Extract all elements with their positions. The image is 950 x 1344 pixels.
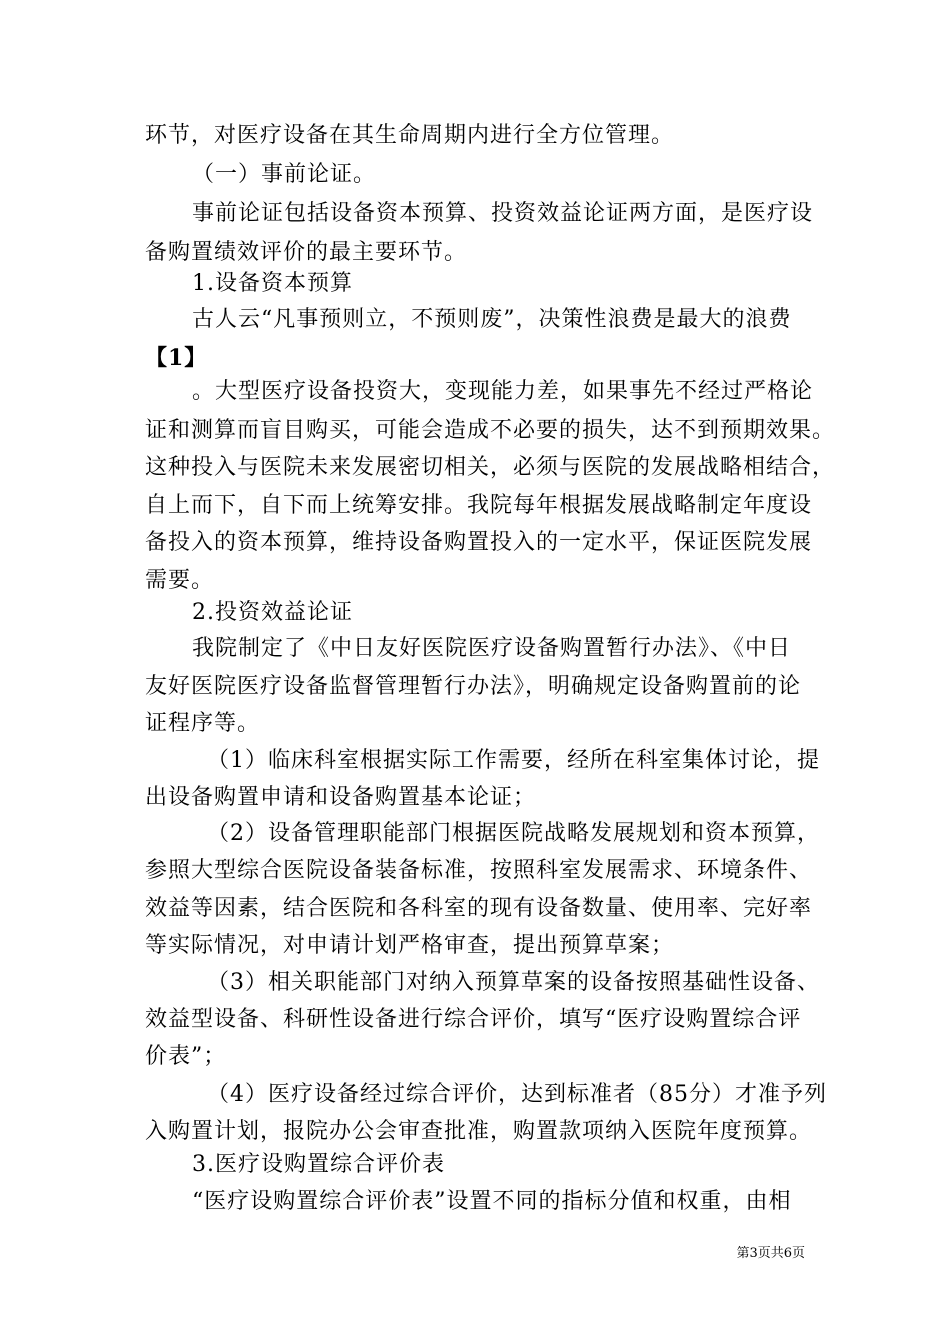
paragraph-line: 我院制定了《中日友好医院医疗设备购置暂行办法》、《中日: [192, 636, 792, 661]
list-item-line: （1）临床科室根据实际工作需要，经所在科室集体讨论，提: [207, 748, 820, 773]
paragraph-line: 备购置绩效评价的最主要环节。: [145, 240, 468, 265]
page-number-footer: 第3页共6页: [736, 1246, 805, 1261]
list-item-line: 价表”；: [145, 1044, 227, 1069]
subsection-heading: 3.医疗设购置综合评价表: [192, 1152, 445, 1177]
list-item-line: 等实际情况，对申请计划严格审查，提出预算草案；: [145, 933, 675, 958]
paragraph-line: 友好医院医疗设备监督管理暂行办法》，明确规定设备购置前的论: [145, 674, 802, 699]
subsection-heading: 1.设备资本预算: [192, 271, 353, 296]
paragraph-line: 证和测算而盲目购买，可能会造成不必要的损失，达不到预期效果。: [145, 418, 836, 443]
list-item-line: 效益等因素，结合医院和各科室的现有设备数量、使用率、完好率: [145, 896, 813, 921]
paragraph-line: 古人云“凡事预则立，不预则废”，决策性浪费是最大的浪费: [192, 307, 792, 332]
list-item-line: 参照大型综合医院设备装备标准，按照科室发展需求、环境条件、: [145, 858, 813, 883]
list-item-line: （3）相关职能部门对纳入预算草案的设备按照基础性设备、: [207, 970, 820, 995]
citation-marker: 【1】: [145, 345, 208, 371]
list-item-line: 入购置计划，报院办公会审查批准，购置款项纳入医院年度预算。: [145, 1119, 813, 1144]
paragraph-line: 事前论证包括设备资本预算、投资效益论证两方面，是医疗设: [192, 201, 814, 226]
list-item-line: （4）医疗设备经过综合评价，达到标准者（85分）才准予列: [207, 1082, 827, 1107]
paragraph-line: 需要。: [145, 568, 215, 593]
subsection-heading: 2.投资效益论证: [192, 600, 353, 625]
paragraph-line: 环节，对医疗设备在其生命周期内进行全方位管理。: [145, 123, 675, 148]
paragraph-line: 证程序等。: [145, 711, 261, 736]
section-heading: （一）事前论证。: [192, 162, 377, 187]
list-item-line: 效益型设备、科研性设备进行综合评价，填写“医疗设购置综合评: [145, 1007, 802, 1032]
paragraph-line: 这种投入与医院未来发展密切相关，必须与医院的发展战略相结合，: [145, 455, 836, 480]
list-item-line: 出设备购置申请和设备购置基本论证；: [145, 785, 537, 810]
paragraph-line: 自上而下，自下而上统筹安排。我院每年根据发展战略制定年度设: [145, 493, 813, 518]
paragraph-line: “医疗设购置综合评价表”设置不同的指标分值和权重，由相: [192, 1189, 792, 1214]
list-item-line: （2）设备管理职能部门根据医院战略发展规划和资本预算，: [207, 821, 820, 846]
paragraph-line: 备投入的资本预算，维持设备购置投入的一定水平，保证医院发展: [145, 530, 813, 555]
paragraph-line: 。大型医疗设备投资大，变现能力差，如果事先不经过严格论: [192, 379, 814, 404]
